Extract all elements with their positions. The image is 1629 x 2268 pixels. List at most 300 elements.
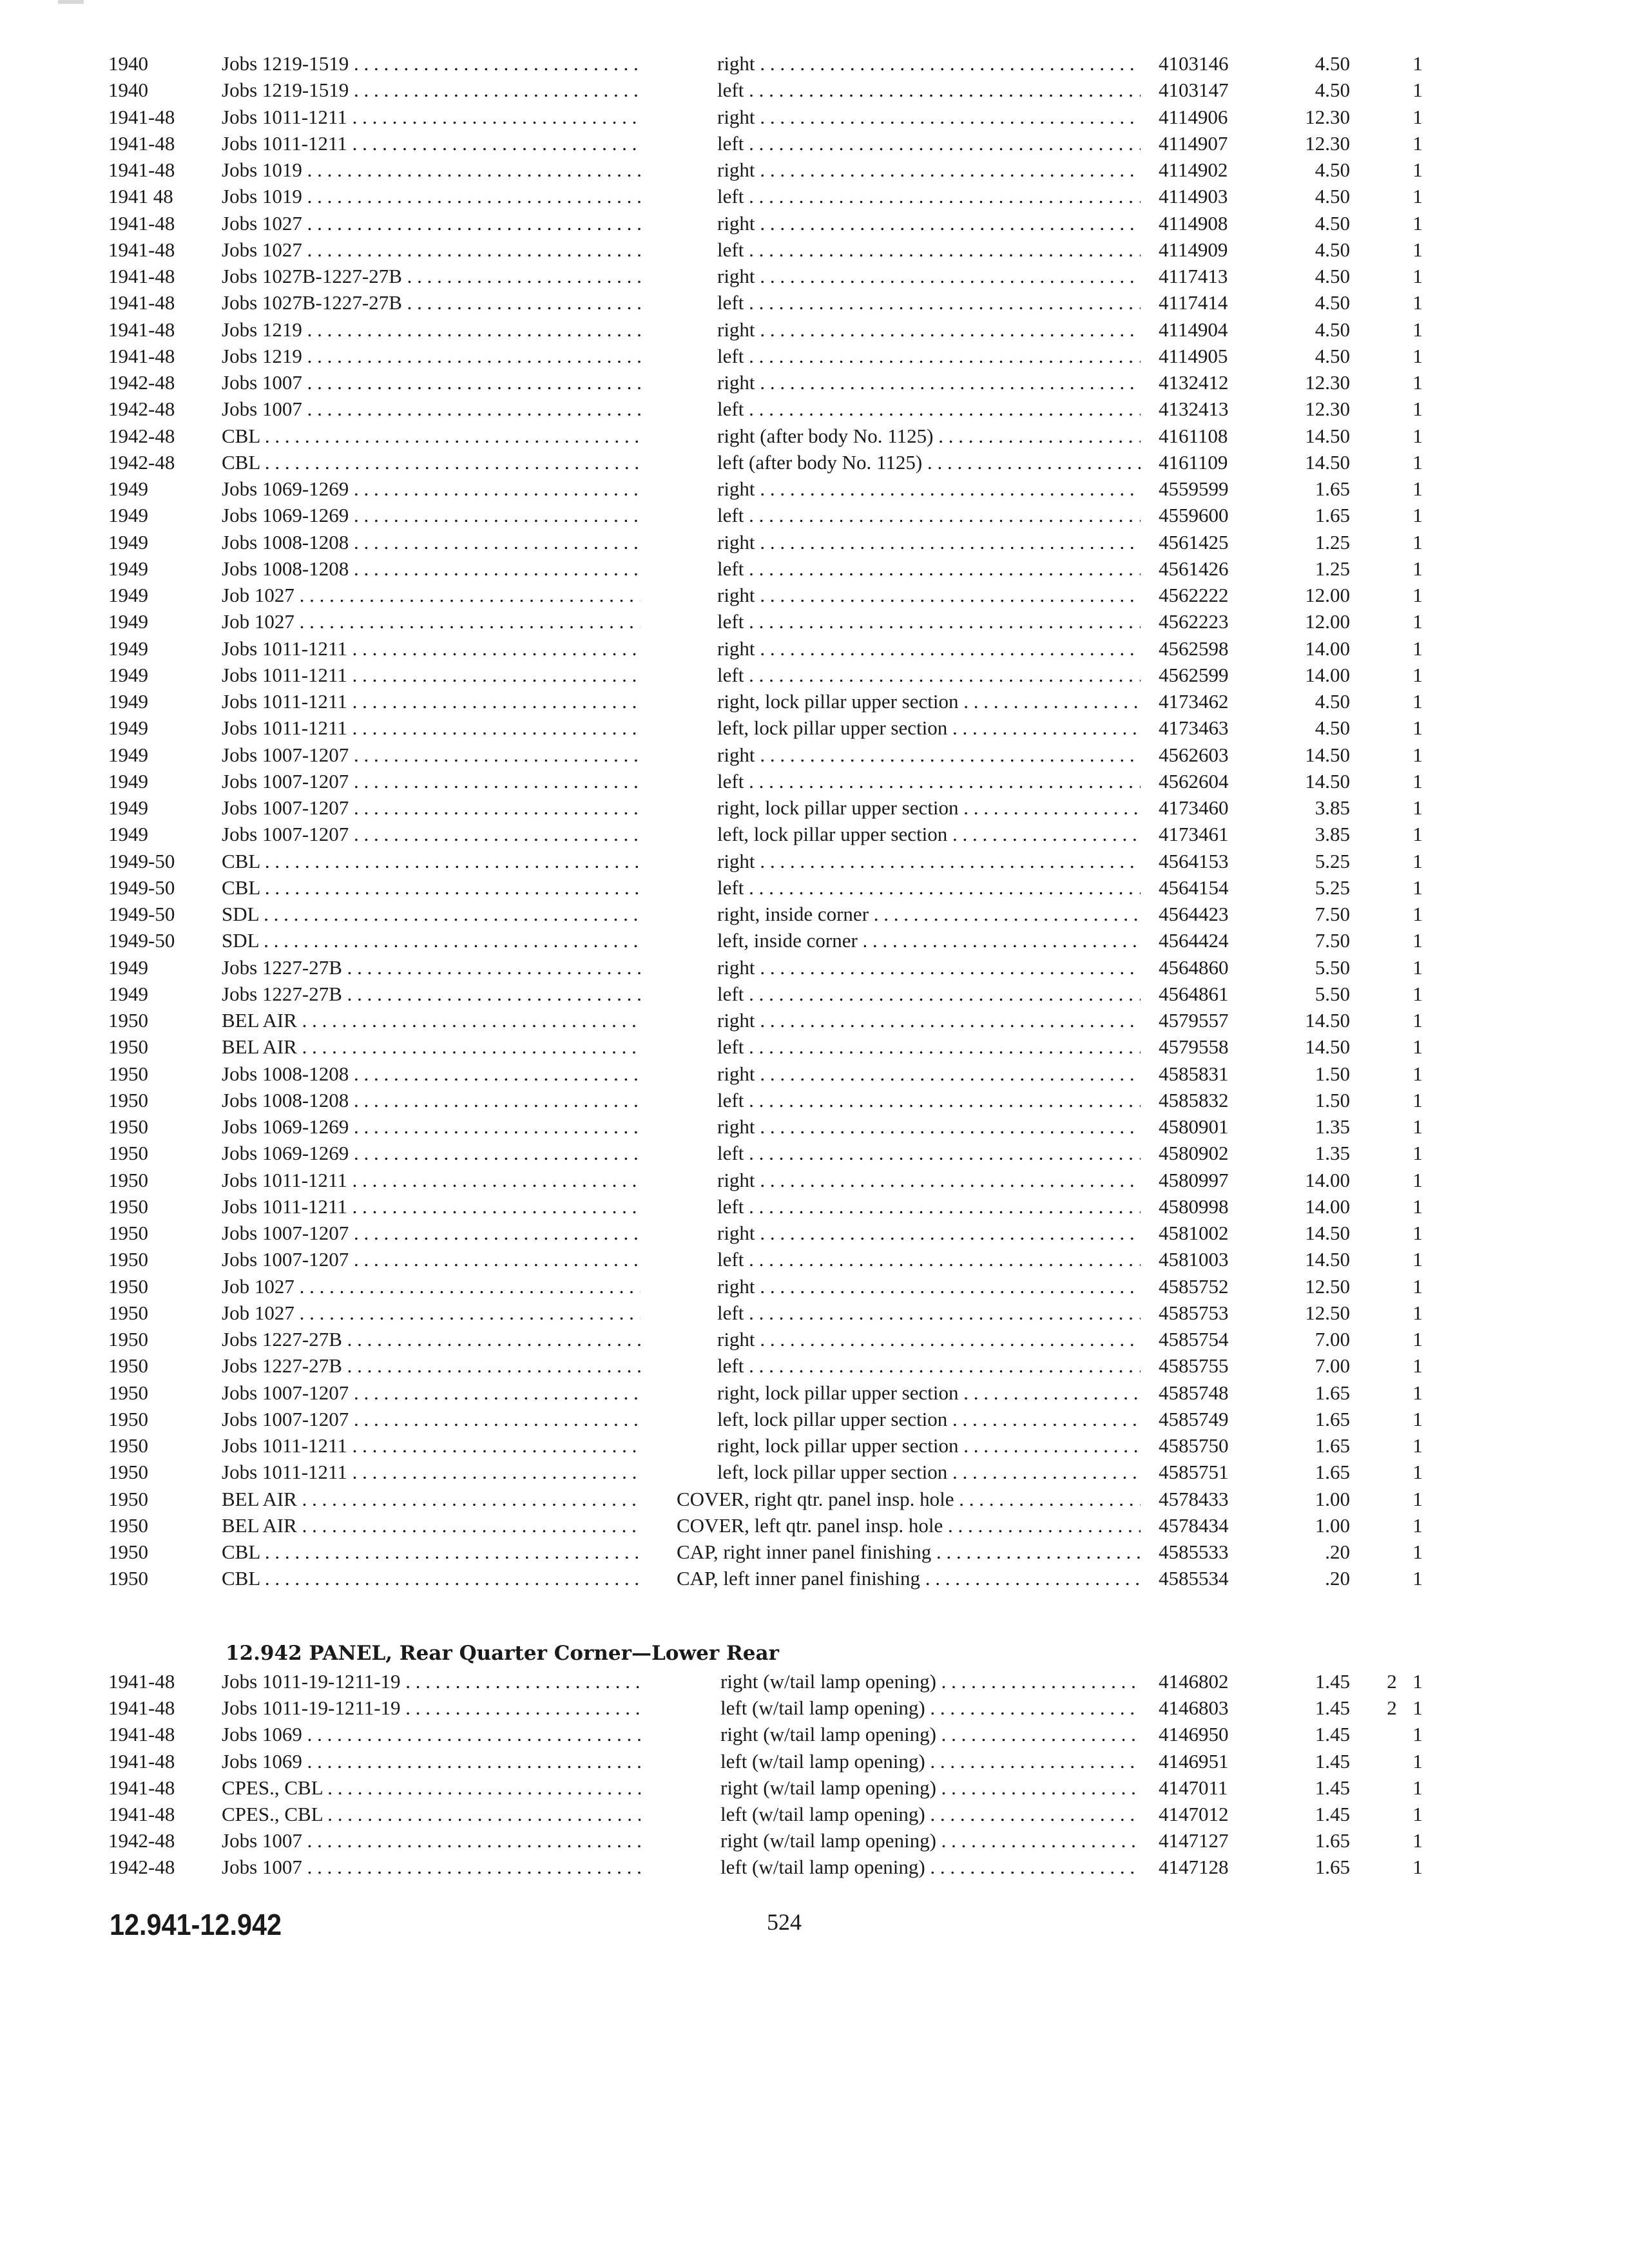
model-year: 1949 [108,637,148,660]
part-number: 4173463 [1159,716,1229,740]
table-row [0,449,1629,476]
table-row [0,1113,1629,1140]
list-price: 4.50 [1315,690,1350,713]
table-row [0,104,1629,130]
part-description: left, inside corner . . . [717,927,1141,954]
quantity: 1 [1412,1301,1423,1324]
table-row [0,1774,1629,1801]
model-year: 1949 [108,743,148,766]
list-price: 1.45 [1315,1749,1350,1773]
part-description: left (w/tail lamp opening) . . . [720,1801,1141,1827]
part-description: left (w/tail lamp opening) . . . [720,1748,1141,1774]
list-price: 4.50 [1315,79,1350,102]
part-number: 4564154 [1159,876,1229,899]
model-year: 1949-50 [108,929,175,952]
body-type: BEL AIR . . . [222,1033,641,1060]
part-description: left (w/tail lamp opening) . . . [720,1695,1141,1721]
quantity: 1 [1412,743,1423,766]
model-year: 1950 [108,1328,148,1350]
list-price: 1.65 [1315,1856,1350,1879]
part-number: 4585750 [1159,1434,1229,1457]
model-year: 1949-50 [108,876,175,899]
list-price: 14.50 [1305,424,1350,447]
list-price: 4.50 [1315,716,1350,740]
list-price: 1.65 [1315,1461,1350,1484]
part-description: left . . . [717,130,1141,157]
list-price: 3.85 [1315,796,1350,819]
table-row [0,662,1629,688]
body-type: Jobs 1219 . . . [222,343,641,369]
part-number: 4132412 [1159,371,1229,394]
list-price: 14.50 [1305,1222,1350,1244]
part-number: 4562599 [1159,663,1229,686]
quantity: 1 [1412,956,1423,979]
part-description: right, lock pillar upper section . . . [717,1432,1141,1459]
table-row [0,50,1629,77]
body-type: SDL . . . [222,901,641,927]
part-number: 4585831 [1159,1062,1229,1085]
body-type: Jobs 1007-1207 . . . [222,1379,641,1406]
part-number: 4585534 [1159,1567,1229,1590]
quantity: 1 [1412,398,1423,421]
page-number: 524 [767,1909,802,1935]
table-row [0,1827,1629,1854]
table-row [0,742,1629,768]
part-number: 4585752 [1159,1274,1229,1298]
list-price: 1.50 [1315,1088,1350,1111]
part-number: 4114907 [1159,131,1228,155]
part-description: right . . . [717,954,1141,981]
model-year: 1941-48 [108,1723,175,1746]
quantity: 1 [1412,1274,1423,1298]
part-number: 4114903 [1159,185,1228,208]
model-year: 1940 [108,79,148,102]
body-type: Jobs 1027B-1227-27B . . . [222,263,641,289]
model-year: 1941-48 [108,211,175,235]
list-price: 1.35 [1315,1142,1350,1165]
body-type: Jobs 1008-1208 . . . [222,529,641,555]
list-price: 7.00 [1315,1354,1350,1378]
part-number: 4147127 [1159,1829,1229,1852]
section-heading: 12.942 PANEL, Rear Quarter Corner—Lower Rear [226,1642,779,1665]
quantity: 1 [1412,929,1423,952]
part-number: 4559600 [1159,504,1229,527]
table-row [0,1695,1629,1721]
model-year: 1950 [108,1487,148,1510]
part-description: right, lock pillar upper section . . . [717,1379,1141,1406]
body-type: Jobs 1011-1211 . . . [222,104,641,130]
part-description: right . . . [717,263,1141,289]
list-price: 4.50 [1315,265,1350,287]
quantity: 1 [1412,1407,1423,1430]
table-row [0,582,1629,608]
list-price: 1.00 [1315,1514,1350,1537]
model-year: 1941 48 [108,185,173,208]
list-price: 7.00 [1315,1328,1350,1350]
part-description: left . . . [717,874,1141,901]
quantity: 1 [1412,1195,1423,1218]
part-number: 4103147 [1159,79,1229,102]
body-type: Jobs 1011-1211 . . . [222,715,641,741]
list-price: 1.65 [1315,504,1350,527]
body-type: Jobs 1007 . . . [222,369,641,396]
model-year: 1950 [108,1222,148,1244]
model-year: 1949 [108,982,148,1005]
model-year: 1949 [108,663,148,686]
part-number: 4114905 [1159,344,1228,367]
table-row [0,210,1629,236]
list-price: 4.50 [1315,291,1350,314]
part-number: 4173462 [1159,690,1229,713]
table-row [0,1379,1629,1406]
part-description: right . . . [717,742,1141,768]
part-description: right (w/tail lamp opening) . . . [720,1827,1141,1854]
quantity: 1 [1412,1434,1423,1457]
list-price: 4.50 [1315,159,1350,181]
model-year: 1949 [108,477,148,500]
part-number: 4580902 [1159,1142,1229,1165]
list-price: 1.00 [1315,1487,1350,1510]
body-type: Jobs 1219-1519 . . . [222,50,641,77]
model-year: 1949 [108,716,148,740]
part-description: left . . . [717,555,1141,582]
part-number: 4562223 [1159,610,1229,633]
model-year: 1950 [108,1035,148,1059]
part-description: right . . . [717,157,1141,183]
part-description: left, lock pillar upper section . . . [717,1459,1141,1485]
quantity: 1 [1412,1248,1423,1271]
list-price: 12.50 [1305,1301,1350,1324]
part-description: left . . . [717,1140,1141,1166]
quantity: 1 [1412,211,1423,235]
table-row [0,635,1629,662]
table-row [0,263,1629,289]
model-year: 1949 [108,690,148,713]
part-description: right . . . [717,50,1141,77]
table-row [0,289,1629,316]
part-number: 4146803 [1159,1696,1229,1720]
model-year: 1941-48 [108,131,175,155]
body-type: CBL . . . [222,449,641,476]
part-description: right . . . [717,848,1141,874]
list-price: 12.00 [1305,610,1350,633]
part-description: right . . . [717,1326,1141,1352]
part-description: right (after body No. 1125) . . . [717,423,1141,449]
model-year: 1950 [108,1354,148,1378]
quantity: 1 [1412,1062,1423,1085]
quantity: 1 [1412,52,1423,75]
part-number: 4578433 [1159,1487,1229,1510]
model-year: 1941-48 [108,291,175,314]
list-price: 14.50 [1305,1009,1350,1032]
part-description: left . . . [717,289,1141,316]
quantity: 1 [1412,504,1423,527]
list-price: 12.30 [1305,131,1350,155]
model-year: 1940 [108,52,148,75]
model-year: 1950 [108,1407,148,1430]
quantity: 1 [1412,1856,1423,1879]
table-row [0,316,1629,343]
part-number: 4117414 [1159,291,1228,314]
quantity: 1 [1412,1670,1423,1693]
part-description: left, lock pillar upper section . . . [717,715,1141,741]
table-row [0,529,1629,555]
body-type: Jobs 1019 . . . [222,157,641,183]
table-row [0,555,1629,582]
model-year: 1941-48 [108,265,175,287]
part-number: 4564423 [1159,903,1229,925]
quantity: 1 [1412,769,1423,793]
table-row [0,608,1629,635]
model-year: 1950 [108,1434,148,1457]
table-row [0,1326,1629,1352]
part-description: right . . . [717,1061,1141,1087]
model-year: 1941-48 [108,105,175,128]
quantity: 1 [1412,371,1423,394]
quantity: 1 [1412,1541,1423,1563]
body-type: CBL . . . [222,1539,641,1565]
part-description: left . . . [717,502,1141,528]
part-description: left . . . [717,768,1141,794]
list-price: 12.30 [1305,371,1350,394]
model-year: 1949 [108,557,148,580]
model-year: 1950 [108,1142,148,1165]
body-type: CBL . . . [222,848,641,874]
body-type: Jobs 1007-1207 . . . [222,1246,641,1273]
list-price: 1.65 [1315,1434,1350,1457]
part-number: 4117413 [1159,265,1228,287]
body-type: Jobs 1219 . . . [222,316,641,343]
part-number: 4147128 [1159,1856,1229,1879]
list-price: 1.45 [1315,1776,1350,1799]
model-year: 1950 [108,1461,148,1484]
quantity: 1 [1412,823,1423,846]
body-type: CPES., CBL . . . [222,1774,641,1801]
list-price: 1.25 [1315,557,1350,580]
list-price: 14.50 [1305,769,1350,793]
list-price: 3.85 [1315,823,1350,846]
quantity: 1 [1412,1514,1423,1537]
model-year: 1949 [108,584,148,606]
part-description: left, lock pillar upper section . . . [717,821,1141,847]
body-type: Jobs 1011-1211 . . . [222,130,641,157]
table-row [0,821,1629,847]
list-price: 1.65 [1315,1407,1350,1430]
table-row [0,1721,1629,1747]
model-year: 1941-48 [108,1670,175,1693]
body-type: Jobs 1007-1207 . . . [222,794,641,821]
model-year: 1949 [108,530,148,553]
list-price: 5.25 [1315,876,1350,899]
quantity: 1 [1412,131,1423,155]
quantity: 1 [1412,1461,1423,1484]
quantity: 1 [1412,584,1423,606]
model-year: 1941-48 [108,1749,175,1773]
table-row [0,396,1629,422]
quantity: 1 [1412,663,1423,686]
list-price: 1.45 [1315,1696,1350,1720]
table-row [0,236,1629,263]
quantity: 1 [1412,716,1423,740]
part-description: right (w/tail lamp opening) . . . [720,1668,1141,1695]
body-type: Job 1027 . . . [222,1273,641,1300]
part-description: CAP, left inner panel finishing . . . [677,1565,1141,1591]
table-row [0,1432,1629,1459]
part-description: right . . . [717,104,1141,130]
table-row [0,1300,1629,1326]
part-description: left . . . [717,183,1141,209]
part-number: 4581002 [1159,1222,1229,1244]
list-price: 4.50 [1315,344,1350,367]
quantity: 1 [1412,1567,1423,1590]
list-price: .20 [1325,1541,1350,1563]
table-row [0,794,1629,821]
table-row [0,157,1629,183]
part-description: right . . . [717,1273,1141,1300]
list-price: 1.45 [1315,1723,1350,1746]
model-year: 1950 [108,1567,148,1590]
quantity: 1 [1412,1696,1423,1720]
list-price: 14.00 [1305,663,1350,686]
part-description: right . . . [717,1007,1141,1033]
table-row [0,1087,1629,1113]
part-number: 4146802 [1159,1670,1229,1693]
list-price: 14.50 [1305,1035,1350,1059]
part-number: 4562598 [1159,637,1229,660]
list-price: 1.65 [1315,1829,1350,1852]
body-type: CBL . . . [222,423,641,449]
body-type: CBL . . . [222,1565,641,1591]
list-price: 7.50 [1315,929,1350,952]
quantity: 1 [1412,849,1423,872]
part-number: 4580997 [1159,1168,1229,1191]
body-type: Jobs 1219-1519 . . . [222,77,641,103]
quantity: 1 [1412,530,1423,553]
scan-mark [58,0,84,4]
quantity: 1 [1412,557,1423,580]
table-row [0,343,1629,369]
quantity: 1 [1412,450,1423,474]
body-type: Jobs 1027 . . . [222,210,641,236]
list-price: 4.50 [1315,185,1350,208]
model-year: 1950 [108,1514,148,1537]
quantity: 1 [1412,1749,1423,1773]
part-number: 4578434 [1159,1514,1229,1537]
body-type: BEL AIR . . . [222,1486,641,1512]
quantity: 1 [1412,1142,1423,1165]
table-row [0,1459,1629,1485]
model-year: 1941-48 [108,1696,175,1720]
body-type: Jobs 1069 . . . [222,1748,641,1774]
note-ref: 2 [1387,1670,1397,1693]
part-description: right (w/tail lamp opening) . . . [720,1774,1141,1801]
part-description: CAP, right inner panel finishing . . . [677,1539,1141,1565]
quantity: 1 [1412,291,1423,314]
model-year: 1949 [108,796,148,819]
body-type: CPES., CBL . . . [222,1801,641,1827]
body-type: Jobs 1011-1211 . . . [222,662,641,688]
part-number: 4132413 [1159,398,1229,421]
part-description: right . . . [717,1167,1141,1193]
table-row [0,1406,1629,1432]
model-year: 1942-48 [108,1856,175,1879]
body-type: Jobs 1227-27B . . . [222,1352,641,1379]
part-number: 4161109 [1159,450,1228,474]
body-type: Jobs 1011-1211 . . . [222,1193,641,1220]
body-type: Jobs 1011-19-1211-19 . . . [222,1695,641,1721]
quantity: 1 [1412,1829,1423,1852]
body-type: Jobs 1011-1211 . . . [222,1459,641,1485]
model-year: 1942-48 [108,371,175,394]
quantity: 1 [1412,1115,1423,1138]
part-number: 4580998 [1159,1195,1229,1218]
quantity: 1 [1412,79,1423,102]
part-description: right . . . [717,369,1141,396]
list-price: 7.50 [1315,903,1350,925]
body-type: Jobs 1227-27B . . . [222,954,641,981]
list-price: 14.00 [1305,1168,1350,1191]
table-row [0,1007,1629,1033]
part-description: right . . . [717,1220,1141,1246]
table-row [0,1539,1629,1565]
part-description: right, inside corner . . . [717,901,1141,927]
list-price: 5.50 [1315,982,1350,1005]
quantity: 1 [1412,1776,1423,1799]
body-type: Jobs 1007-1207 . . . [222,1220,641,1246]
list-price: 1.65 [1315,477,1350,500]
part-number: 4585751 [1159,1461,1229,1484]
body-type: Jobs 1007-1207 . . . [222,821,641,847]
body-type: Jobs 1011-1211 . . . [222,1167,641,1193]
table-row [0,1854,1629,1880]
quantity: 1 [1412,903,1423,925]
table-row [0,1193,1629,1220]
list-price: 5.25 [1315,849,1350,872]
model-year: 1941-48 [108,238,175,261]
part-description: right (w/tail lamp opening) . . . [720,1721,1141,1747]
list-price: 14.00 [1305,1195,1350,1218]
table-row [0,1486,1629,1512]
body-type: Jobs 1011-1211 . . . [222,1432,641,1459]
quantity: 1 [1412,796,1423,819]
body-type: BEL AIR . . . [222,1007,641,1033]
model-year: 1941-48 [108,1776,175,1799]
body-type: Job 1027 . . . [222,582,641,608]
table-row [0,1352,1629,1379]
table-row [0,981,1629,1007]
table-row [0,848,1629,874]
quantity: 1 [1412,1328,1423,1350]
part-description: left . . . [717,77,1141,103]
quantity: 1 [1412,610,1423,633]
table-row [0,183,1629,209]
part-number: 4579558 [1159,1035,1229,1059]
list-price: 1.25 [1315,530,1350,553]
table-row [0,1512,1629,1539]
part-number: 4562222 [1159,584,1229,606]
model-year: 1950 [108,1115,148,1138]
part-description: right . . . [717,529,1141,555]
body-type: Jobs 1008-1208 . . . [222,1087,641,1113]
model-year: 1942-48 [108,398,175,421]
quantity: 1 [1412,1803,1423,1825]
quantity: 1 [1412,1222,1423,1244]
model-year: 1941-48 [108,159,175,181]
body-type: Jobs 1069 . . . [222,1721,641,1747]
part-description: left, lock pillar upper section . . . [717,1406,1141,1432]
list-price: 4.50 [1315,238,1350,261]
part-description: left (after body No. 1125) . . . [717,449,1141,476]
